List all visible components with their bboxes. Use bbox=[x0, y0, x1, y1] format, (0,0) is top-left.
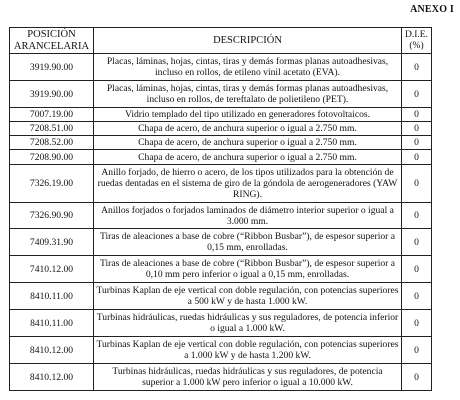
tariff-code: 7208.90.00 bbox=[10, 150, 94, 165]
die-rate: 0 bbox=[402, 337, 432, 364]
tariff-code: 8410.11.00 bbox=[10, 283, 94, 310]
product-description: Chapa de acero, de anchura superior o igual a 2.750 mm. bbox=[94, 122, 402, 136]
tariff-code: 3919.90.00 bbox=[10, 81, 94, 108]
table-row bbox=[10, 122, 432, 136]
product-description: Turbinas hidráulicas, ruedas hidráulicas y sus reguladores, de potencia superior a 1.000 kW pero inferior o igual a 10.000 kW. bbox=[94, 364, 402, 391]
product-description: Tiras de aleaciones a base de cobre (“Ribbon Busbar”), de espesor superior a 0,15 mm, enrolladas. bbox=[94, 229, 402, 256]
tariff-code: 7208.52.00 bbox=[10, 136, 94, 150]
annex-label: ANEXO I bbox=[410, 4, 454, 15]
tariff-table bbox=[9, 27, 432, 391]
die-rate: 0 bbox=[402, 256, 432, 283]
table-row bbox=[10, 310, 432, 337]
tariff-code: 8410.12.00 bbox=[10, 364, 94, 391]
tariff-code: 7326.90.90 bbox=[10, 203, 94, 229]
tariff-code: 8410.11.00 bbox=[10, 310, 94, 337]
die-rate: 0 bbox=[402, 283, 432, 310]
product-description: Tiras de aleaciones a base de cobre (“Ribbon Busbar”), de espesor superior a 0,10 mm pero inferior o igual a 0,15 mm, enrolladas. bbox=[94, 256, 402, 283]
product-description: Vidrio templado del tipo utilizado en generadores fotovoltaicos. bbox=[94, 108, 402, 122]
table-row bbox=[10, 229, 432, 256]
die-rate: 0 bbox=[402, 310, 432, 337]
die-rate: 0 bbox=[402, 229, 432, 256]
tariff-code: 7410.12.00 bbox=[10, 256, 94, 283]
die-rate: 0 bbox=[402, 136, 432, 150]
product-description: Turbinas Kaplan de eje vertical con doble regulación, con potencias superiores a 500 kW y de hasta 1.000 kW. bbox=[94, 283, 402, 310]
table-row bbox=[10, 81, 432, 108]
table-row bbox=[10, 283, 432, 310]
die-rate: 0 bbox=[402, 150, 432, 165]
header-die-line1: D.I.E. bbox=[405, 29, 428, 40]
header-position bbox=[10, 28, 94, 54]
table-row bbox=[10, 165, 432, 203]
tariff-code: 7007.19.00 bbox=[10, 108, 94, 122]
header-position-line1: POSICIÓN bbox=[27, 28, 76, 40]
table-row bbox=[10, 364, 432, 391]
product-description: Turbinas Kaplan de eje vertical con doble regulación, con potencias superiores a 1.000 kW y de hasta 1.200 kW. bbox=[94, 337, 402, 364]
die-rate: 0 bbox=[402, 81, 432, 108]
tariff-code: 8410.12.00 bbox=[10, 337, 94, 364]
header-position-line2: ARANCELARIA bbox=[13, 40, 90, 52]
tariff-code: 7409.31.90 bbox=[10, 229, 94, 256]
header-die-line2: (%) bbox=[409, 40, 424, 51]
product-description: Placas, láminas, hojas, cintas, tiras y demás formas planas autoadhesivas, incluso en rollos, de etileno vinil acetato (EVA). bbox=[94, 54, 402, 81]
header-description: DESCRIPCIÓN bbox=[94, 28, 402, 54]
tariff-code: 7326.19.00 bbox=[10, 165, 94, 203]
product-description: Chapa de acero, de anchura superior o igual a 2.750 mm. bbox=[94, 136, 402, 150]
product-description: Anillos forjados o forjados laminados de diámetro interior superior o igual a 3.000 mm. bbox=[94, 203, 402, 229]
table-row bbox=[10, 108, 432, 122]
product-description: Chapa de acero, de anchura superior o igual a 2.750 mm. bbox=[94, 150, 402, 165]
die-rate: 0 bbox=[402, 203, 432, 229]
product-description: Turbinas hidráulicas, ruedas hidráulicas y sus reguladores, de potencia inferior o igual a 1.000 kW. bbox=[94, 310, 402, 337]
table-row bbox=[10, 337, 432, 364]
header-die bbox=[402, 28, 432, 54]
die-rate: 0 bbox=[402, 165, 432, 203]
table-row bbox=[10, 54, 432, 81]
tariff-code: 3919.90.00 bbox=[10, 54, 94, 81]
product-description: Anillo forjado, de hierro o acero, de los tipos utilizados para la obtención de ruedas dentadas en el sistema de giro de la góndola de aerogeneradores (YAW RING). bbox=[94, 165, 402, 203]
table-row bbox=[10, 136, 432, 150]
product-description: Placas, láminas, hojas, cintas, tiras y demás formas planas autoadhesivas, incluso en rollos, de tereftalato de polietileno (PET). bbox=[94, 81, 402, 108]
table-row bbox=[10, 256, 432, 283]
die-rate: 0 bbox=[402, 364, 432, 391]
die-rate: 0 bbox=[402, 122, 432, 136]
table-header-row bbox=[10, 28, 432, 54]
die-rate: 0 bbox=[402, 108, 432, 122]
table-row bbox=[10, 203, 432, 229]
tariff-code: 7208.51.00 bbox=[10, 122, 94, 136]
table-row bbox=[10, 150, 432, 165]
die-rate: 0 bbox=[402, 54, 432, 81]
